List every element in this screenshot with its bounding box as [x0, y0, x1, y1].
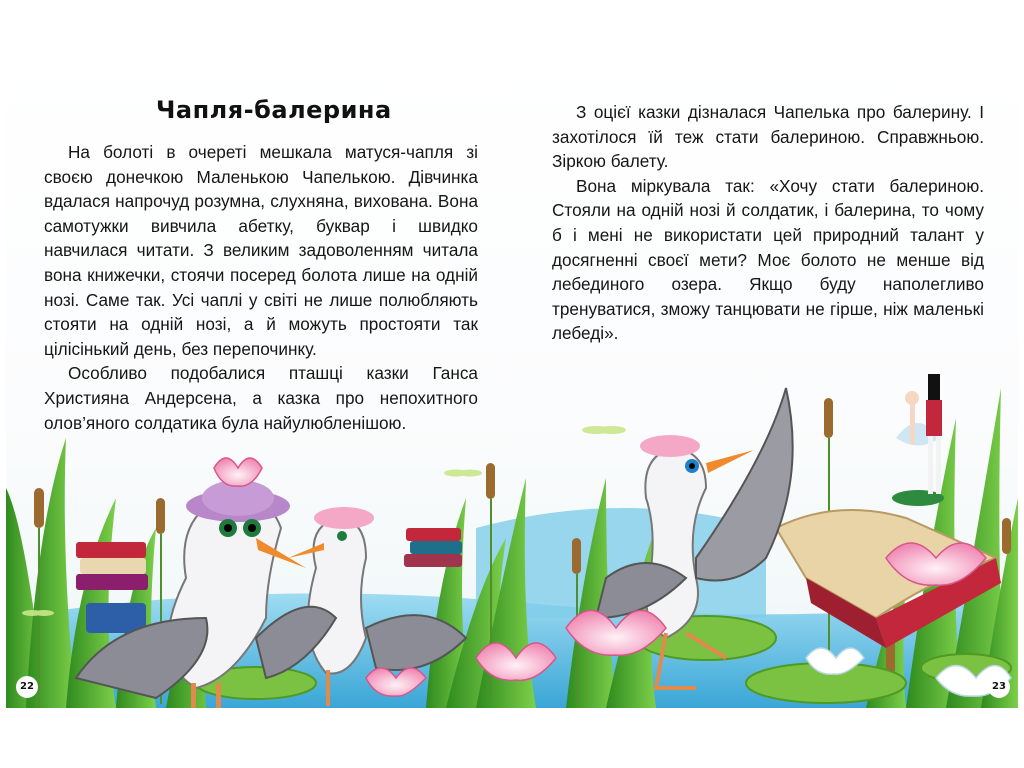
book-spread — [6, 58, 1018, 708]
paragraph: Вона міркувала так: «Хочу стати балериною. Стояли на одній нозі й солдатик, і балерина, то чому б і мені не використати цей природний талант у досягненні своєї мети? Моє болото не менше від лебединого озера. Якщо буду наполегливо тренуватися, зможу танцювати не гірше, ніж маленькі лебеді». — [552, 175, 984, 344]
page-title: Чапля-балерина — [156, 96, 392, 124]
right-page-text — [552, 100, 984, 346]
page-number-left: 22 — [16, 676, 38, 698]
paragraph: На болоті в очереті мешкала матуся-чапля зі своєю донечкою Маленькою Чапелькою. Дівчинка вдалася напрочуд розумна, слухняна, вихована. Вона самотужки вивчила абетку, буквар і швидко навчилася читати. З великим задоволенням читала вона книжечки, стоячи посеред болота лише на одній нозі. Саме так. Усі чаплі у світі не лише полюбляють стояти на одній нозі, а й можуть простояти так цілісінький день, без перепочинку. — [44, 142, 478, 359]
paragraph: Особливо подобалися пташці казки Ганса Християна Андерсена, а казка про непохитного олов’яного солдатика була найулюбленішою. — [44, 363, 478, 433]
left-page-text — [44, 140, 478, 435]
paragraph: З оцієї казки дізналася Чапелька про балерину. І захотілося їй теж стати балериною. Справжньою. Зіркою балету. — [552, 102, 984, 172]
page-number-right: 23 — [988, 676, 1010, 698]
ballerina-soldier-icon — [892, 374, 944, 506]
